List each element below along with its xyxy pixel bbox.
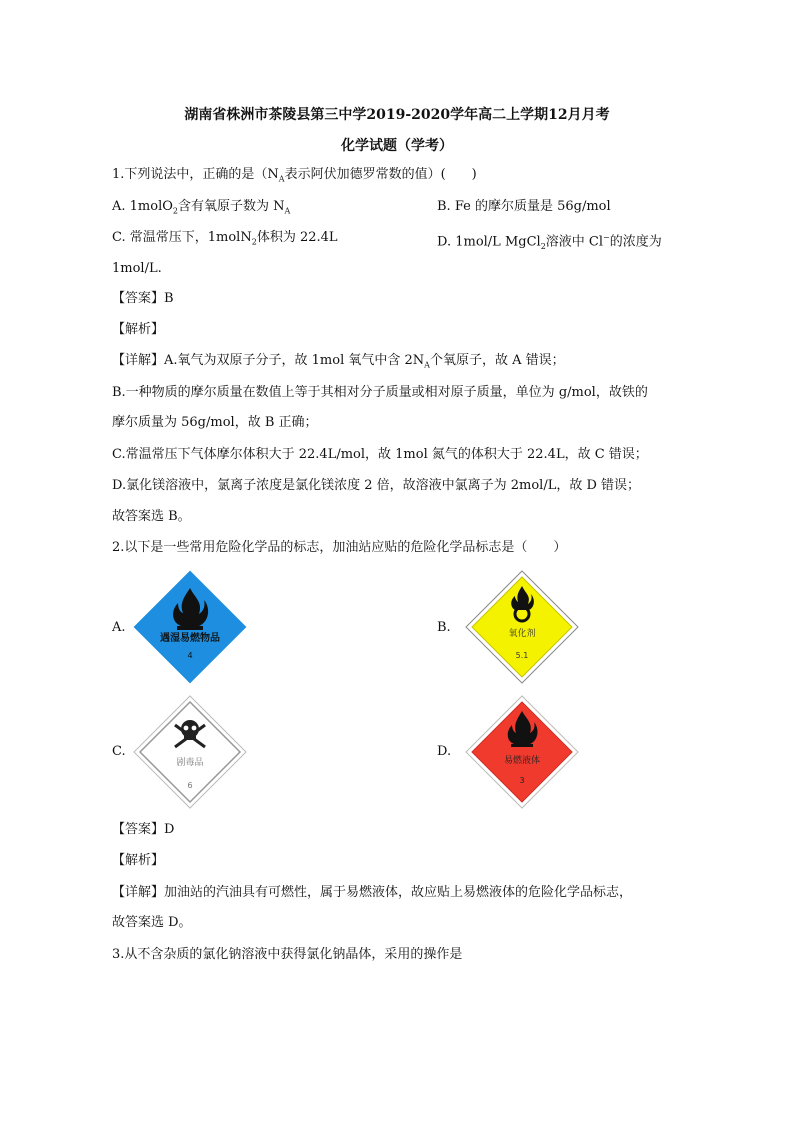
document-subtitle: 化学试题（学考）	[341, 138, 453, 154]
q1-stem: 1.下列说法中，正确的是（$N_A$表示阿伏加德罗常数的值）( )	[112, 167, 477, 184]
q1-conclusion: 故答案选 B。	[112, 509, 191, 524]
q1-option-c: C. 常温常压下，1molN$_2$体积为 22.4L	[112, 230, 338, 247]
flame-base	[511, 744, 533, 747]
q1-option-a: A. 1molO$_2$含有氧原子数为 $N_A$	[112, 199, 291, 216]
q2-analysis-heading: 【解析】	[112, 853, 165, 868]
sign-b-number: 5.1	[515, 651, 529, 660]
q1-detail-2: B.一种物质的摩尔质量在数值上等于其相对分子质量或相对原子质量，单位为 g/mol，故铁的	[112, 385, 648, 400]
sign-b-text: 氧化剂	[508, 629, 536, 639]
q2-sign-a-label: A.	[112, 620, 126, 635]
oxidizer-hazard-sign	[465, 570, 579, 684]
toxic-hazard-sign	[133, 695, 247, 809]
water-reactive-hazard-sign	[133, 570, 247, 684]
q1-detail-5: D.氯化镁溶液中，氯离子浓度是氯化镁浓度 2 倍，故溶液中氯离子为 2mol/L，故 D 错误；	[112, 478, 641, 493]
q2-sign-c-label: C.	[112, 744, 126, 759]
q2-detail-1: 【详解】加油站的汽油具有可燃性，属于易燃液体，故应贴上易燃液体的危险化学品标志，	[112, 885, 633, 900]
flame-base	[177, 626, 203, 630]
q2-stem: 2.以下是一些常用危险化学品的标志，加油站应贴的危险化学品标志是（ ）	[112, 540, 567, 555]
q1-option-d-continued: 1mol/L.	[112, 261, 162, 276]
q1-option-d: D. 1mol/L MgCl$_2$溶液中 Cl−的浓度为	[437, 233, 662, 251]
flammable-liquid-hazard-sign	[465, 695, 579, 809]
sign-a-number: 4	[187, 651, 193, 660]
q2-conclusion: 故答案选 D。	[112, 915, 192, 930]
q1-detail-4: C.常温常压下气体摩尔体积大于 22.4L/mol，故 1mol 氮气的体积大于 22.4L，故 C 错误；	[112, 447, 648, 462]
q3-stem: 3.从不含杂质的氯化钠溶液中获得氯化钠晶体，采用的操作是	[112, 947, 463, 962]
sign-a-text: 遇湿易燃物品	[160, 633, 220, 644]
q1-analysis-heading: 【解析】	[112, 322, 165, 337]
sign-c-number: 6	[187, 781, 193, 790]
q1-answer: 【答案】B	[112, 291, 174, 306]
q1-option-b: B. Fe 的摩尔质量是 56g/mol	[437, 199, 611, 214]
q1-detail-1: 【详解】A.氧气为双原子分子，故 1mol 氧气中含 $2N_A$个氧原子，故 A 错误；	[112, 353, 565, 370]
q2-answer: 【答案】D	[112, 822, 175, 837]
sign-c-text: 剧毒品	[176, 758, 204, 768]
document-title: 湖南省株洲市茶陵县第三中学2019-2020学年高二上学期12月月考	[184, 107, 610, 123]
q2-sign-d-label: D.	[437, 744, 452, 759]
sign-d-number: 3	[519, 776, 525, 785]
sign-d-text: 易燃液体	[503, 756, 541, 766]
q2-sign-b-label: B.	[437, 620, 451, 635]
q1-detail-3: 摩尔质量为 56g/mol，故 B 正确；	[112, 415, 318, 430]
